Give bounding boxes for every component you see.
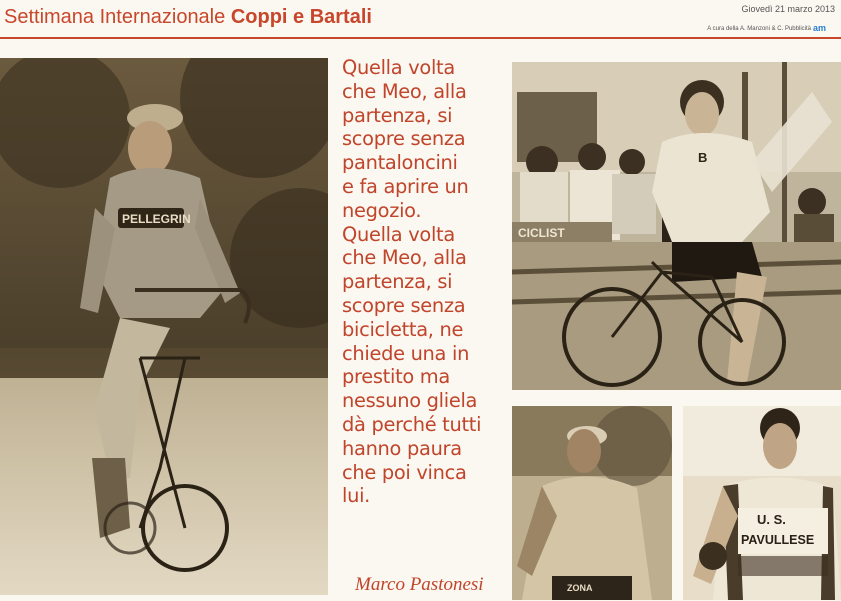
header-divider xyxy=(0,37,841,39)
article-line: negozio. xyxy=(342,198,422,222)
article-line: che poi vinca xyxy=(342,460,467,484)
article-line: bicicletta, ne xyxy=(342,317,464,341)
article-line: dà perché tutti xyxy=(342,412,482,436)
pavullese-jersey-line2: PAVULLESE xyxy=(741,533,815,547)
article-body xyxy=(340,56,505,508)
section-name: Settimana Internazionale xyxy=(4,6,226,28)
article-line: partenza, si xyxy=(342,270,453,294)
article-line: e fa aprire un xyxy=(342,174,469,198)
photo-cyclist-riding xyxy=(0,58,328,595)
publication-date: Giovedì 21 marzo 2013 xyxy=(741,4,835,14)
page-title xyxy=(4,6,372,29)
jersey-lettering: PELLEGRIN xyxy=(122,212,191,226)
shorts-lettering: ZONA xyxy=(567,583,593,593)
article-author: Marco Pastonesi xyxy=(355,574,484,595)
feature-title: Coppi e Bartali xyxy=(230,6,372,28)
article-line: Quella volta xyxy=(342,222,455,246)
article-line: Quella volta xyxy=(342,56,455,79)
article-line: che Meo, alla xyxy=(342,79,467,103)
article-line: chiede una in xyxy=(342,341,470,365)
article-line: scopre senza xyxy=(342,293,466,317)
publisher-logo: am xyxy=(813,23,827,33)
article-line: lui. xyxy=(342,484,371,508)
rider-jersey-lettering: B xyxy=(698,150,708,165)
banner-lettering: CICLIST xyxy=(518,226,565,240)
article-line: prestito ma xyxy=(342,365,450,389)
advertising-credit: A cura della A. Manzoni & C. Pubblicità xyxy=(707,26,811,32)
photo-cyclist-podium xyxy=(512,62,841,390)
article-line: partenza, si xyxy=(342,103,453,127)
pavullese-jersey-line1: U. S. xyxy=(757,512,786,527)
article-line: nessuno gliela xyxy=(342,389,478,413)
photo-rider-portrait xyxy=(512,406,672,600)
article-line: pantaloncini xyxy=(342,151,458,175)
article-line: scopre senza xyxy=(342,127,466,151)
page-header xyxy=(0,0,841,38)
article-line: che Meo, alla xyxy=(342,246,467,270)
photo-pavullese-rider xyxy=(683,406,841,600)
article-column xyxy=(340,56,505,601)
article-line: hanno paura xyxy=(342,436,462,460)
